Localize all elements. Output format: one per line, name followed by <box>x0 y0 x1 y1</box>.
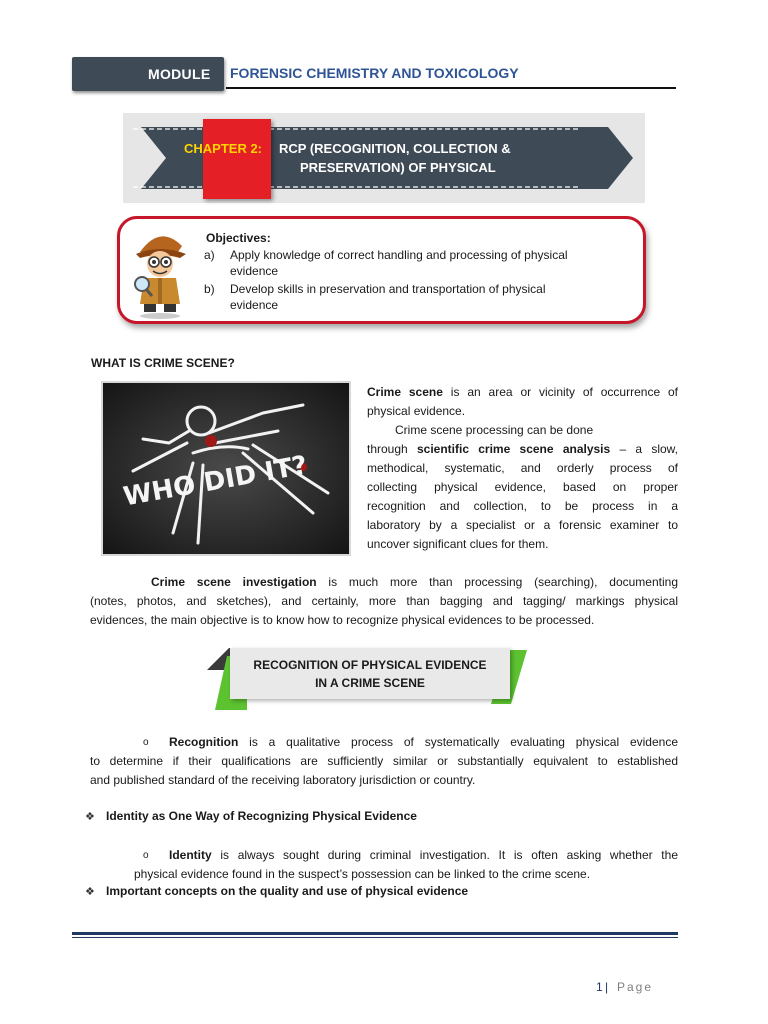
paragraph-line: (notes, photos, and sketches), and certainly, more than bagging and tagging/ markings physical <box>90 594 678 608</box>
chapter-title-line1: RCP (RECOGNITION, COLLECTION & <box>279 141 511 156</box>
subsection-heading: Important concepts on the quality and use of physical evidence <box>106 884 469 898</box>
paragraph-line: Recognition is a qualitative process of systematically evaluating physical evidence <box>169 735 678 749</box>
chapter-number: CHAPTER 2: <box>184 141 263 156</box>
page-label: Page <box>617 980 654 994</box>
paragraph-line: collecting physical evidence, based on proper <box>367 480 678 494</box>
footer-rule-thin <box>72 937 678 938</box>
recognition-banner <box>230 648 510 699</box>
recognition-banner-subtitle: IN A CRIME SCENE <box>315 676 425 690</box>
subsection-heading: Identity as One Way of Recognizing Physical Evidence <box>106 809 417 823</box>
paragraph-line: to determine if their qualifications are sufficiently similar or substantially equivalent to established <box>90 754 678 768</box>
paragraph-line: methodical, systematic, and orderly process of <box>367 461 678 475</box>
diamond-bullet-icon: ❖ <box>85 811 95 823</box>
objective-text-cont: evidence <box>230 264 279 278</box>
chapter-arrow-shape <box>123 113 645 203</box>
paragraph-line: uncover significant clues for them. <box>367 537 549 551</box>
circle-bullet-icon: o <box>143 850 149 861</box>
objectives-heading: Objectives: <box>206 231 271 245</box>
paragraph-line: Identity is always sought during criminal investigation. It is often asking whether the <box>169 848 678 862</box>
circle-bullet-icon: o <box>143 737 149 748</box>
chapter-title-line2: PRESERVATION) OF PHYSICAL <box>300 160 496 175</box>
crime-scene-photo <box>101 381 351 556</box>
paragraph-line: physical evidence found in the suspect’s possession can be linked to the crime scene. <box>134 867 591 881</box>
graffiti-text: WHO DID IT? <box>121 450 310 513</box>
paragraph-line: Crime scene is an area or vicinity of occurrence of <box>367 385 678 399</box>
page-separator: | <box>605 980 609 994</box>
diamond-bullet-icon: ❖ <box>85 886 95 898</box>
paragraph-line: laboratory by a specialist or a forensic examiner to <box>367 518 678 532</box>
paragraph-line: through scientific crime scene analysis – a slow, <box>367 442 678 456</box>
objective-text: Develop skills in preservation and transportation of physical <box>230 282 546 296</box>
section-heading: WHAT IS CRIME SCENE? <box>91 356 235 370</box>
paragraph-line: physical evidence. <box>367 404 466 418</box>
paragraph-line: evidences, the main objective is to know how to recognize physical evidences to be processed. <box>90 613 595 627</box>
module-label: MODULE <box>148 66 211 82</box>
footer-rule <box>72 932 678 935</box>
paragraph-line: Crime scene processing can be done <box>395 423 594 437</box>
objective-text-cont: evidence <box>230 298 279 312</box>
objective-marker: b) <box>204 282 215 296</box>
objective-text: Apply knowledge of correct handling and processing of physical <box>230 248 568 262</box>
chalk-outline-illustration <box>103 383 349 554</box>
detective-mascot-icon <box>130 224 190 320</box>
objectives-box <box>117 216 646 324</box>
recognition-banner-title: RECOGNITION OF PHYSICAL EVIDENCE <box>253 658 487 672</box>
objective-marker: a) <box>204 248 215 262</box>
module-title: FORENSIC CHEMISTRY AND TOXICOLOGY <box>230 65 519 81</box>
paragraph-line: Crime scene investigation is much more than processing (searching), documenting <box>151 575 678 589</box>
header-rule <box>226 87 676 89</box>
paragraph-line: recognition and collection, to be process in a <box>367 499 678 513</box>
page-number: 1 <box>596 980 603 994</box>
chapter-red-tab <box>203 119 271 199</box>
paragraph-line: and published standard of the receiving laboratory jurisdiction or country. <box>90 773 476 787</box>
